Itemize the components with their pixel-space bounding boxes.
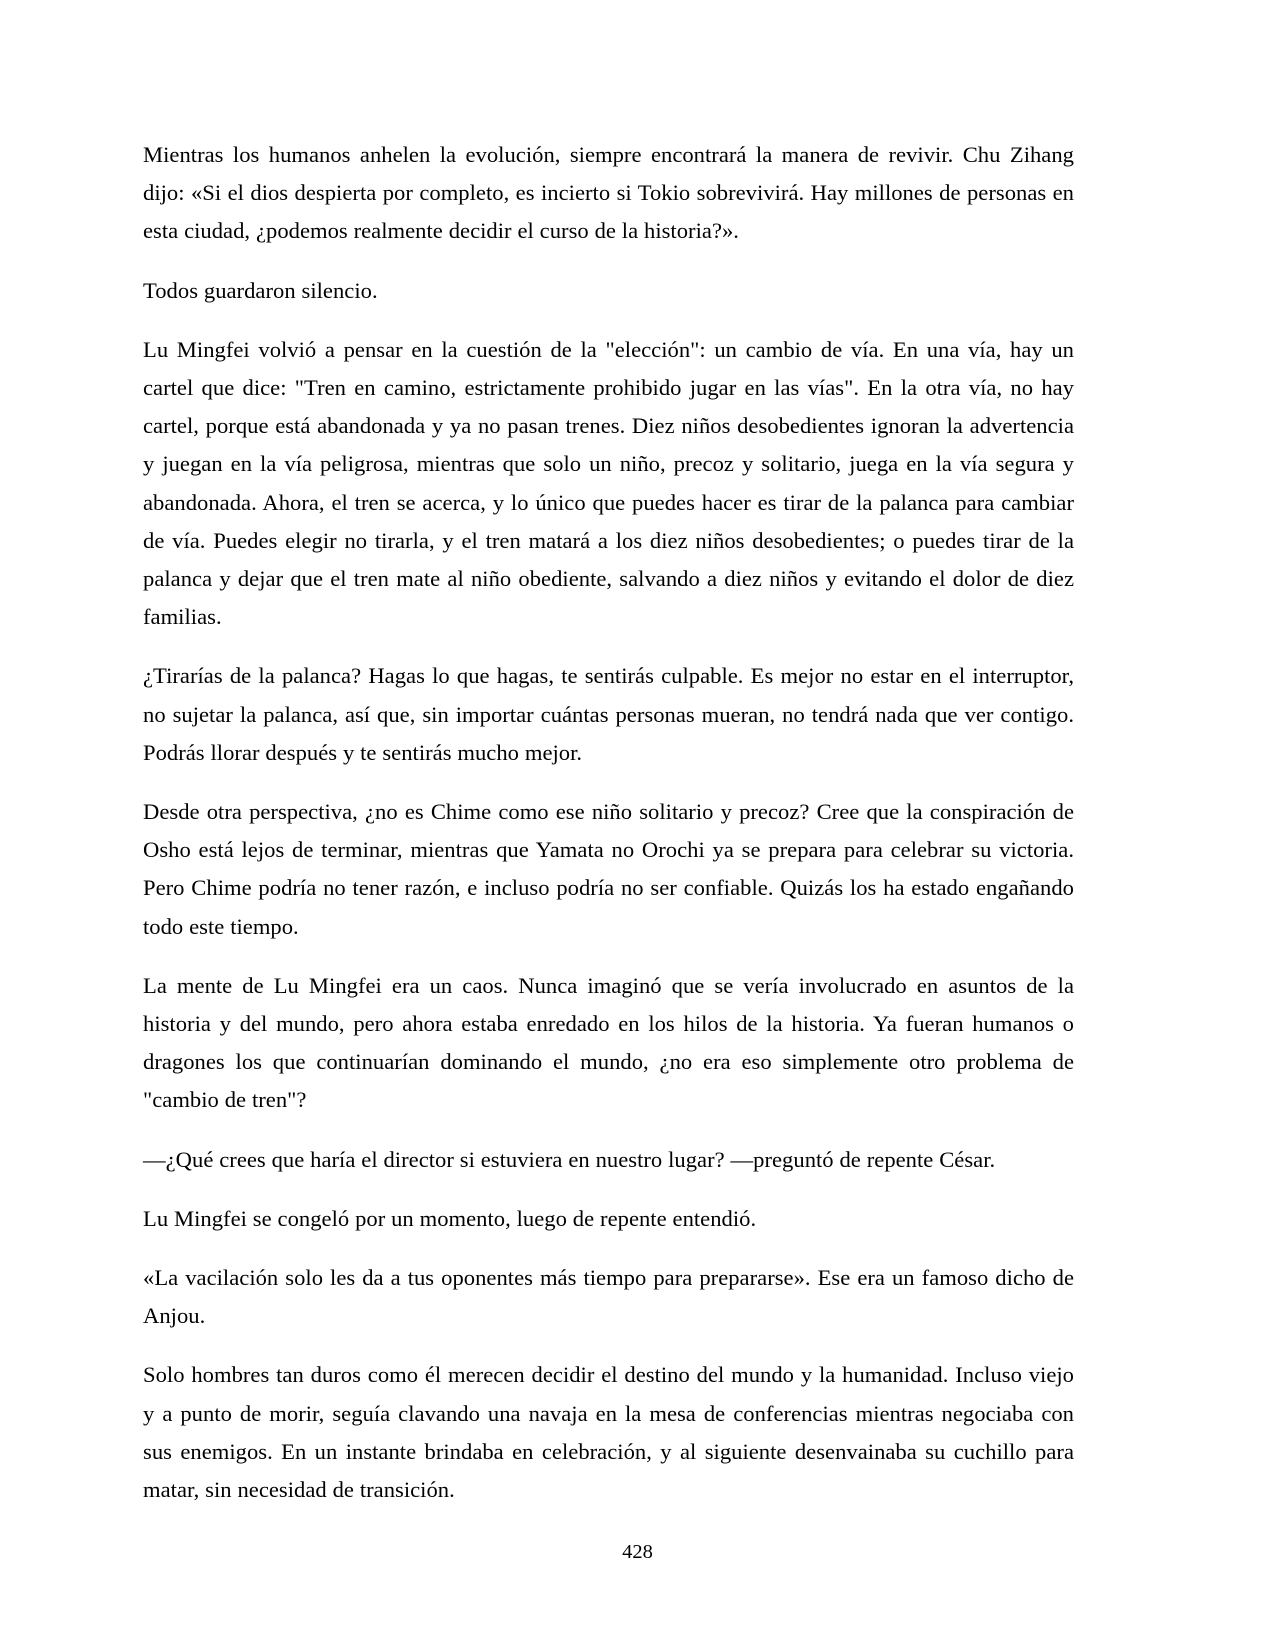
- paragraph: La mente de Lu Mingfei era un caos. Nunca imaginó que se vería involucrado en asuntos de la historia y del mundo, pero ahora estaba enredado en los hilos de la historia. Ya fueran humanos o dragones los que continuarían dominando el mundo, ¿no era eso simplemente otro problema de "cambio de tren"?: [143, 972, 1074, 1113]
- paragraph: «La vacilación solo les da a tus oponentes más tiempo para prepararse». Ese era un famoso dicho de Anjou.: [143, 1265, 1074, 1329]
- paragraph: Todos guardaron silencio.: [143, 277, 378, 303]
- paragraph: ¿Tirarías de la palanca? Hagas lo que hagas, te sentirás culpable. Es mejor no estar en el interruptor, no sujetar la palanca, así que, sin importar cuántas personas mueran, no tendrá nada que ver contigo. Podrás llorar después y te sentirás mucho mejor.: [143, 663, 1074, 765]
- paragraph: Lu Mingfei volvió a pensar en la cuestión de la "elección": un cambio de vía. En una vía, hay un cartel que dice: "Tren en camino, estrictamente prohibido jugar en las vías". En la otra vía, no hay cartel, porque está abandonada y ya no pasan trenes. Diez niños desobedientes ignoran la advertencia y juegan en la vía peligrosa, mientras que solo un niño, precoz y solitario, juega en la vía segura y abandonada. Ahora, el tren se acerca, y lo único que puedes hacer es tirar de la palanca para cambiar de vía. Puedes elegir no tirarla, y el tren matará a los diez niños desobedientes; o puedes tirar de la palanca y dejar que el tren mate al niño obediente, salvando a diez niños y evitando el dolor de diez familias.: [143, 336, 1074, 630]
- paragraph: Lu Mingfei se congeló por un momento, luego de repente entendió.: [143, 1205, 757, 1231]
- page-number: 428: [622, 1541, 653, 1563]
- paragraph: Solo hombres tan duros como él merecen decidir el destino del mundo y la humanidad. Incluso viejo y a punto de morir, seguía clavando una navaja en la mesa de conferencias mientras negociaba con sus enemigos. En un instante brindaba en celebración, y al siguiente desenvainaba su cuchillo para matar, sin necesidad de transición.: [143, 1362, 1074, 1503]
- paragraph: Mientras los humanos anhelen la evolución, siempre encontrará la manera de revivir. Chu Zihang dijo: «Si el dios despierta por completo, es incierto si Tokio sobrevivirá. Hay millones de personas en esta ciudad, ¿podemos realmente decidir el curso de la historia?».: [143, 142, 1074, 244]
- paragraph: —¿Qué crees que haría el director si estuviera en nuestro lugar? —preguntó de repente César.: [143, 1146, 996, 1172]
- page-body-text: [143, 136, 1074, 1509]
- paragraph: Desde otra perspectiva, ¿no es Chime como ese niño solitario y precoz? Cree que la conspiración de Osho está lejos de terminar, mientras que Yamata no Orochi ya se prepara para celebrar su victoria. Pero Chime podría no tener razón, e incluso podría no ser confiable. Quizás los ha estado engañando todo este tiempo.: [143, 799, 1074, 939]
